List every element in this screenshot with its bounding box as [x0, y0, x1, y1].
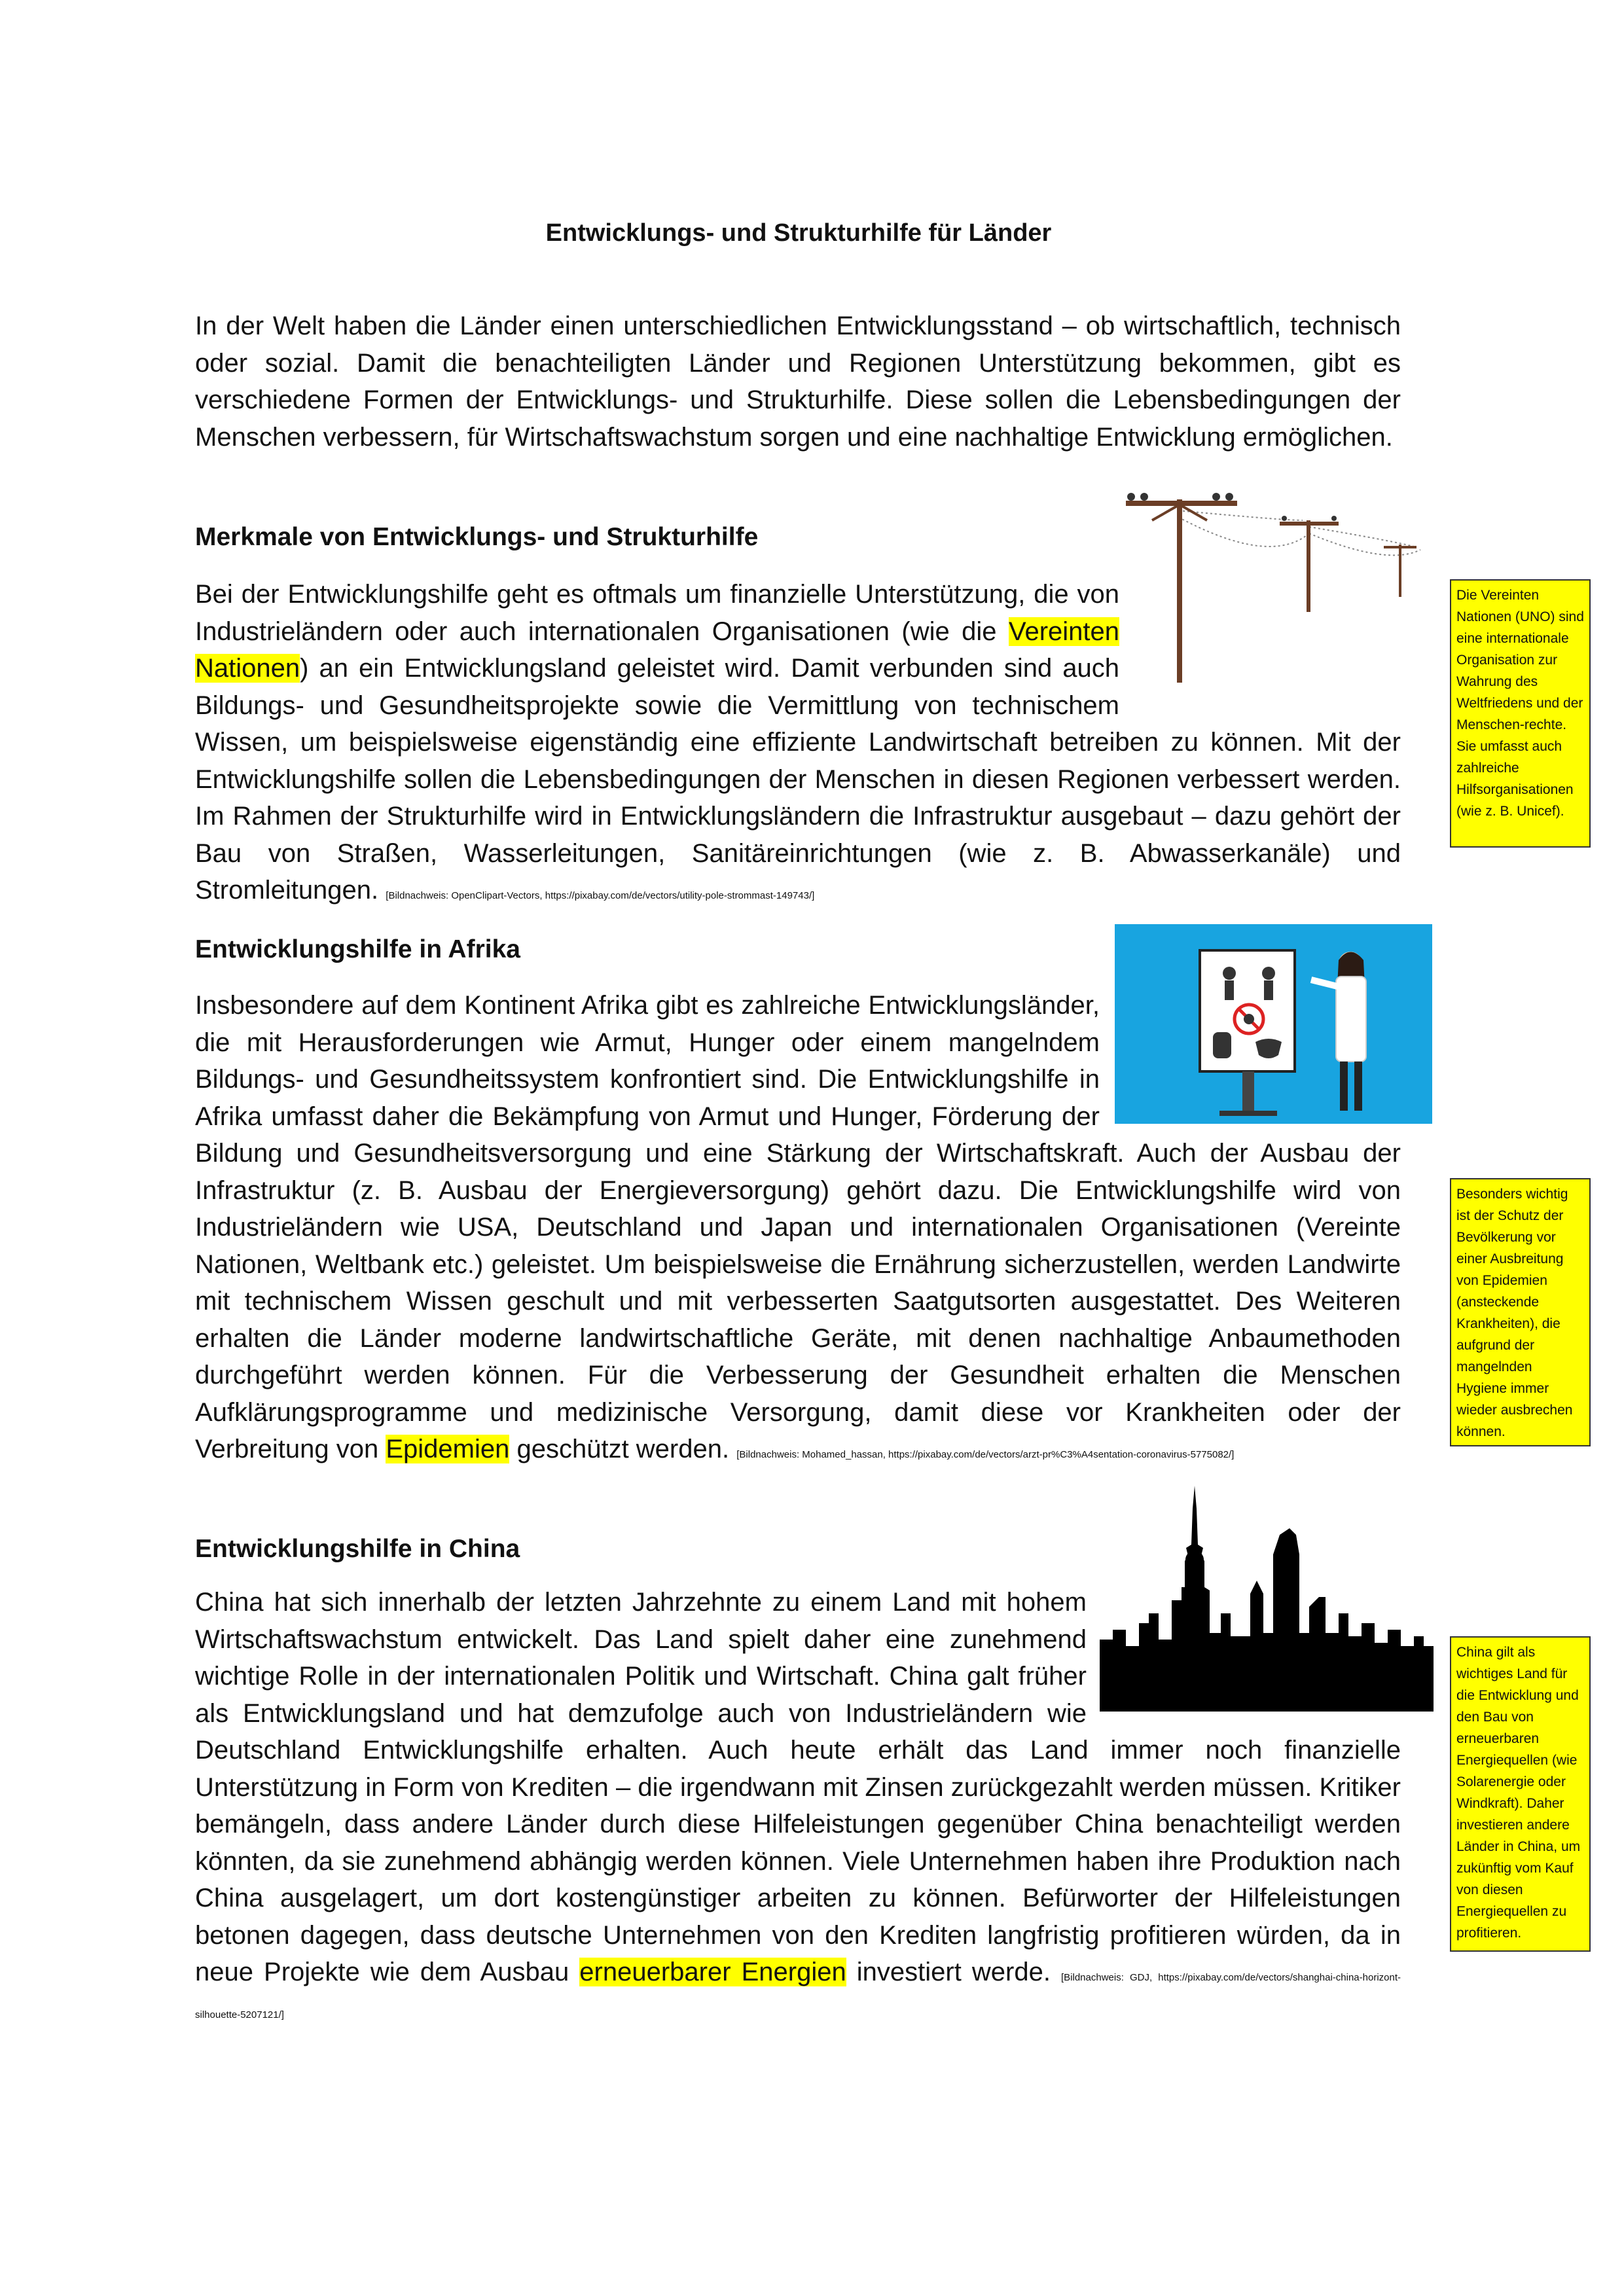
sidenote-epidemien: Besonders wichtig ist der Schutz der Bevölkerung vor einer Ausbreitung von Epidemien (ansteckende Krankheiten), die aufgrund der mangelnden Hygiene immer wieder ausbrechen können. — [1450, 1178, 1591, 1446]
highlight-epidemien: Epidemien — [386, 1435, 510, 1463]
section2-text-before: Insbesondere auf dem Kontinent Afrika gibt es zahlreiche Entwicklungsländer, die mit Herausforderungen wie Armut, Hunger oder einem mangelndem Bildungs- und Gesundheitssystem konfrontiert sind. Die Entwicklungshilfe in Afrika umfasst daher die Bekämpfung von Armut und Hunger, Förderung der Bildung und Gesundheitsversorgung und eine Stärkung der Wirtschaftskraft. Auch der Ausbau der Infrastruktur (z. B. Ausbau der Energieversorgung) gehört dazu. Die Entwicklungshilfe wird von Industrieländern wie USA, Deutschland und Japan und internationalen Organisationen (Vereinte Nationen, Weltbank etc.) geleistet. Um beispielsweise die Ernährung sicherzustellen, werden Landwirte mit technischem Wissen geschult und mit verbesserten Saatgutsorten ausgestattet. Des Weiteren erhalten die Länder moderne landwirtschaftliche Geräte, mit denen nachhaltige Anbaumethoden durchgeführt werden können. Für die Verbesserung der Gesundheit erhalten die Menschen Aufklärungsprogramme und medizinische Versorgung, damit diese vor Krankheiten oder der Verbreitung von — [195, 991, 1401, 1463]
sidenote-china: China gilt als wichtiges Land für die Entwicklung und den Bau von erneuerbaren Energiequellen (wie Solarenergie oder Windkraft). Daher investieren andere Länder in China, um zukünftig vom Kauf von diesen Energiequellen zu profitieren. — [1450, 1636, 1591, 1952]
image-credit-doctor: [Bildnachweis: Mohamed_hassan, https://pixabay.com/de/vectors/arzt-pr%C3%A4sentation-coronavirus-5775082/] — [736, 1449, 1235, 1460]
sidenote-uno: Die Vereinten Nationen (UNO) sind eine internationale Organisation zur Wahrung des Weltfriedens und der Menschen-rechte. Sie umfasst auch zahlreiche Hilfsorganisationen (wie z. B. Unicef). — [1450, 579, 1591, 848]
section2-text-after: geschützt werden. — [516, 1435, 730, 1463]
page-title: Entwicklungs- und Strukturhilfe für Länder — [545, 219, 1052, 247]
section1-text-before: Bei der Entwicklungshilfe geht es oftmals um finanzielle Unterstützung, die von Industrieländern oder auch internationalen Organisationen (wie die — [195, 580, 1119, 646]
section-heading-china: Entwicklungshilfe in China — [195, 1535, 520, 1563]
intro-paragraph: In der Welt haben die Länder einen unterschiedlichen Entwicklungsstand – ob wirtschaftlich, technisch oder sozial. Damit die benachteiligten Länder und Regionen Unterstützung bekommen, gibt es verschiedene Formen der Entwicklungs- und Strukturhilfe. Diese sollen die Lebensbedingungen der Menschen verbessern, für Wirtschaftswachstum sorgen und eine nachhaltige Entwicklung ermöglichen. — [195, 312, 1401, 452]
section3-text-before: China hat sich innerhalb der letzten Jahrzehnte zu einem Land mit hohem Wirtschaftswachstum entwickelt. Das Land spielt daher eine zunehmend wichtige Rolle in der internationalen Politik und Wirtschaft. China galt früher als Entwicklungsland und hat demzufolge auch von Industrieländern wie Deutschland Entwicklungshilfe erhalten. Auch heute erhält das Land immer noch finanzielle Unterstützung in Form von Krediten – die irgendwann mit Zinsen zurückgezahlt werden müssen. Kritiker bemängeln, dass andere Länder durch diese Hilfeleistungen gegenüber China benachteiligt werden könnten, da sie zunehmend abhängig werden können. Viele Unternehmen haben ihre Produktion nach China ausgelagert, um dort kostengünstiger arbeiten zu können. Befürworter der Hilfeleistungen betonen dagegen, dass deutsche Unternehmen von den Krediten langfristig profitieren würden, da in neue Projekte wie dem Ausbau — [195, 1588, 1401, 1986]
section1-paragraph — [195, 576, 1401, 909]
highlight-vereinte-nationen: Vereinten Nationen — [195, 617, 1119, 683]
highlight-erneuerbare-energien: erneuerbarer Energien — [579, 1958, 846, 1986]
section3-text-after: investiert werde. — [856, 1958, 1051, 1986]
section1-text-after: ) an ein Entwicklungsland geleistet wird. Damit verbunden sind auch Bildungs- und Gesundheitsprojekte sowie die Vermittlung von technischem Wissen, um beispielsweise eigenständig eine effiziente Landwirtschaft betreiben zu können. Mit der Entwicklungshilfe sollen die Lebensbedingungen der Menschen in diesen Regionen verbessert werden. Im Rahmen der Strukturhilfe wird in Entwicklungsländern die Infrastruktur ausgebaut – dazu gehört der Bau von Straßen, Wasserleitungen, Sanitäreinrichtungen (wie z. B. Abwasserkanäle) und Stromleitungen. — [195, 654, 1401, 905]
section3-paragraph — [195, 1584, 1401, 2028]
section-heading-afrika: Entwicklungshilfe in Afrika — [195, 935, 520, 963]
section-heading-merkmale: Merkmale von Entwicklungs- und Strukturhilfe — [195, 523, 759, 551]
image-credit-pole: [Bildnachweis: OpenClipart-Vectors, https://pixabay.com/de/vectors/utility-pole-strommast-149743/] — [386, 890, 815, 901]
section2-paragraph — [195, 987, 1401, 1468]
image-credit-skyline: [Bildnachweis: GDJ, https://pixabay.com/de/vectors/shanghai-china-horizont-silhouette-5207121/] — [195, 1972, 1401, 2020]
